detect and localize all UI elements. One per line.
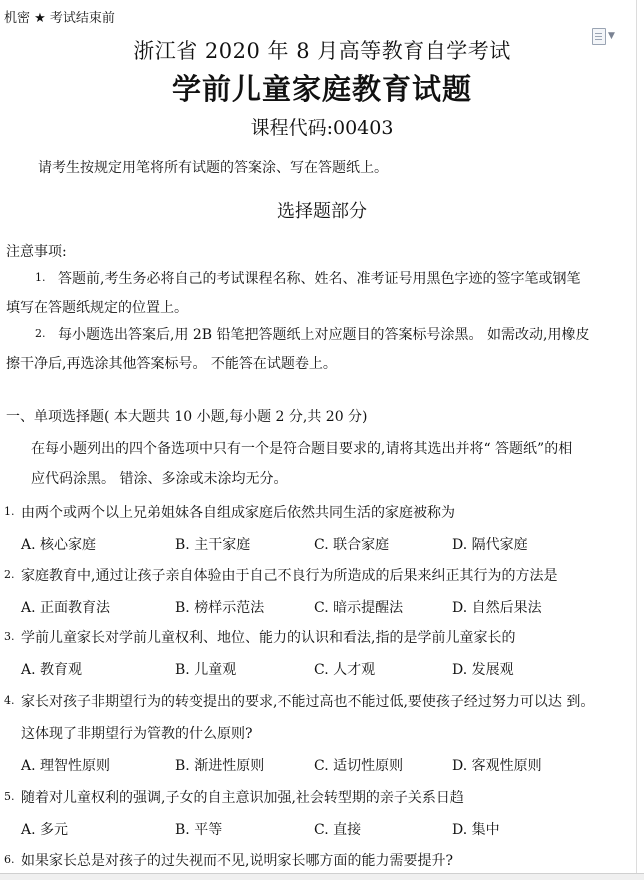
instruction: 请考生按规定用笔将所有试题的答案涂、写在答题纸上。 xyxy=(38,160,388,176)
option-a: A. 多元 xyxy=(21,822,69,838)
option-d: D. 客观性原则 xyxy=(452,758,542,774)
question-text: 家长对孩子非期望行为的转变提出的要求,不能过高也不能过低,要使孩子经过努力可以达 到。 xyxy=(21,694,595,710)
question-number: 2. xyxy=(4,568,15,581)
section-title: 选择题部分 xyxy=(277,201,367,222)
note-text: 每小题选出答案后,用 2B 铅笔把答题纸上对应题目的答案标号涂黑。 如需改动,用橡皮 xyxy=(58,327,590,343)
option-b: B. 榜样示范法 xyxy=(175,600,265,616)
question-number: 1. xyxy=(4,505,15,518)
note-number: 2. xyxy=(35,327,46,340)
part-heading: 一、单项选择题( 本大题共 10 小题,每小题 2 分,共 20 分) xyxy=(6,409,368,425)
option-d: D. 自然后果法 xyxy=(452,600,542,616)
notes-heading: 注意事项: xyxy=(6,244,67,260)
part-description: 应代码涂黑。 错涂、多涂或未涂均无分。 xyxy=(31,471,288,487)
option-c: C. 联合家庭 xyxy=(314,537,390,553)
option-b: B. 主干家庭 xyxy=(175,537,251,553)
note-number: 1. xyxy=(35,271,46,284)
option-a: A. 教育观 xyxy=(21,662,83,678)
option-d: D. 集中 xyxy=(452,822,500,838)
question-number: 3. xyxy=(4,630,15,643)
option-c: C. 暗示提醒法 xyxy=(314,600,404,616)
option-d: D. 发展观 xyxy=(452,662,514,678)
option-a: A. 核心家庭 xyxy=(21,537,97,553)
paper-title: 学前儿童家庭教育试题 xyxy=(171,72,472,106)
question-text: 随着对儿童权利的强调,子女的自主意识加强,社会转型期的亲子关系日趋 xyxy=(21,790,464,806)
option-c: C. 适切性原则 xyxy=(314,758,404,774)
note-text: 答题前,考生务必将自己的考试课程名称、姓名、准考证号用黑色字迹的签字笔或钢笔 xyxy=(58,271,581,287)
option-c: C. 直接 xyxy=(314,822,362,838)
chevron-down-icon[interactable]: ▼ xyxy=(608,31,615,41)
question-text: 这体现了非期望行为管教的什么原则? xyxy=(21,726,253,742)
option-b: B. 渐进性原则 xyxy=(175,758,265,774)
option-a: A. 理智性原则 xyxy=(21,758,111,774)
option-a: A. 正面教育法 xyxy=(21,600,111,616)
course-code: 课程代码:00403 xyxy=(250,117,394,139)
exam-title: 浙江省 2020 年 8 月高等教育自学考试 xyxy=(133,39,511,63)
option-b: B. 平等 xyxy=(175,822,223,838)
option-d: D. 隔代家庭 xyxy=(452,537,528,553)
note-text: 擦干净后,再选涂其他答案标号。 不能答在试题卷上。 xyxy=(6,356,337,372)
option-c: C. 人才观 xyxy=(314,662,376,678)
question-text: 如果家长总是对孩子的过失视而不见,说明家长哪方面的能力需要提升? xyxy=(21,853,453,869)
part-description: 在每小题列出的四个备选项中只有一个是符合题目要求的,请将其选出并将“ 答题纸”的相 xyxy=(31,441,573,457)
question-number: 5. xyxy=(4,790,15,803)
option-b: B. 儿童观 xyxy=(175,662,237,678)
confidential-label: 机密 ★ 考试结束前 xyxy=(4,11,115,26)
question-text: 家庭教育中,通过让孩子亲自体验由于自己不良行为所造成的后果来纠正其行为的方法是 xyxy=(21,568,558,584)
question-number: 4. xyxy=(4,694,15,707)
note-text: 填写在答题纸规定的位置上。 xyxy=(6,300,188,316)
question-text: 学前儿童家长对学前儿童权利、地位、能力的认识和看法,指的是学前儿童家长的 xyxy=(21,630,516,646)
question-text: 由两个或两个以上兄弟姐妹各自组成家庭后依然共同生活的家庭被称为 xyxy=(21,505,455,521)
question-number: 6. xyxy=(4,853,15,866)
